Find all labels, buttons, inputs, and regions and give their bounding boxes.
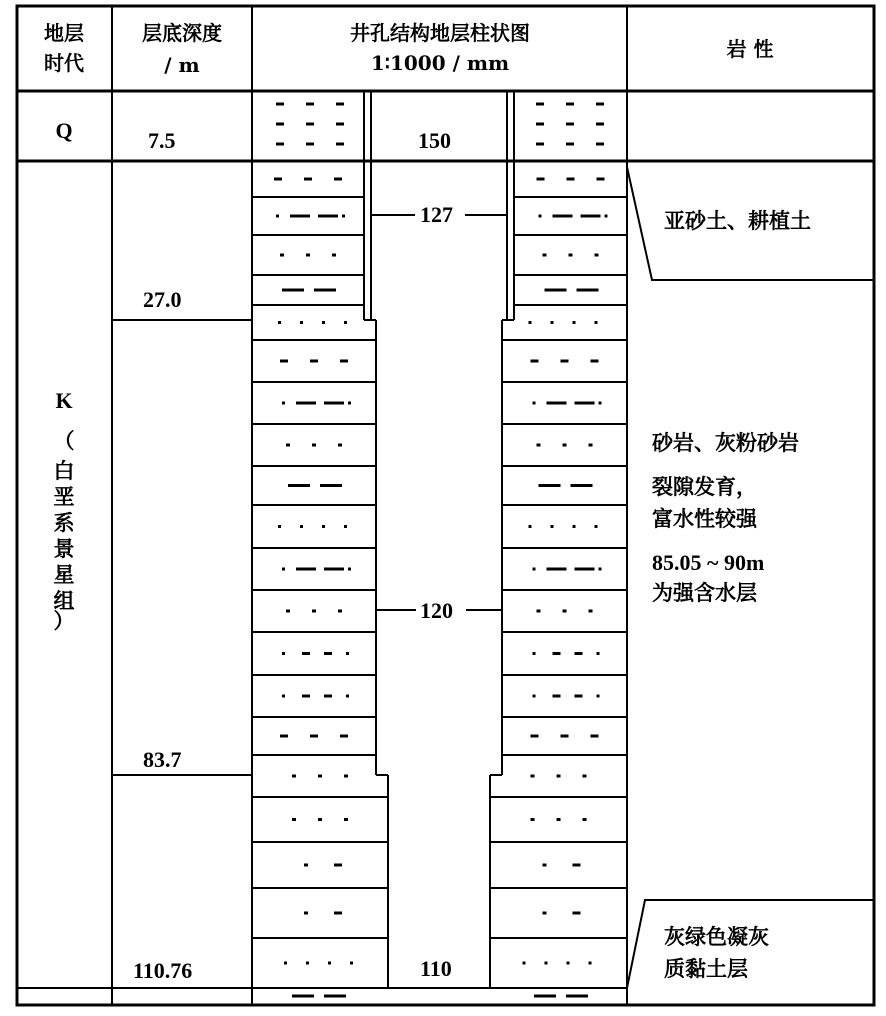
- rock-symbol-mark: [569, 254, 573, 257]
- rock-symbol-mark: [573, 912, 581, 915]
- header-depth-line2: / m: [164, 53, 200, 77]
- rock-symbol-mark: [595, 254, 599, 257]
- era-k-note-char: 系: [53, 510, 75, 535]
- depth-value-27: 27.0: [143, 287, 182, 312]
- rock-symbol-mark: [534, 995, 556, 998]
- era-k-note-char: ）: [53, 608, 75, 633]
- rock-symbol-mark: [322, 321, 325, 324]
- right-strata-strip: [490, 91, 627, 988]
- rock-symbol-mark: [276, 215, 279, 218]
- rock-symbol-mark: [543, 864, 547, 867]
- rock-symbol-mark: [306, 143, 314, 146]
- rock-symbol-mark: [545, 289, 567, 292]
- header-lithology: 岩 性: [726, 37, 774, 61]
- rock-symbol-mark: [567, 962, 570, 965]
- rock-symbol-mark: [597, 652, 600, 655]
- rock-symbol-mark: [306, 962, 309, 965]
- left-strata-strip: [252, 91, 388, 988]
- rock-symbol-mark: [561, 735, 569, 738]
- rock-symbol-mark: [591, 360, 599, 363]
- rock-symbol-mark: [274, 178, 282, 181]
- diameter-150: 150: [418, 128, 451, 153]
- rock-symbol-mark: [338, 610, 342, 613]
- rock-symbol-mark: [276, 103, 284, 106]
- rock-symbol-mark: [563, 444, 567, 447]
- rock-symbol-mark: [553, 215, 573, 218]
- rock-symbol-mark: [551, 321, 554, 324]
- rock-symbol-mark: [314, 289, 336, 292]
- rock-symbol-mark: [553, 652, 561, 655]
- rock-symbol-mark: [304, 864, 308, 867]
- era-k-note-char: 白: [53, 458, 75, 483]
- rock-symbol-mark: [310, 360, 318, 363]
- rock-symbol-mark: [312, 610, 316, 613]
- rock-symbol-mark: [324, 695, 332, 698]
- rock-symbol-mark: [320, 484, 342, 487]
- rock-symbol-mark: [575, 568, 595, 571]
- rock-symbol-mark: [340, 360, 348, 363]
- rock-symbols: [274, 103, 608, 998]
- rock-symbol-mark: [529, 525, 532, 528]
- rock-symbol-mark: [537, 444, 541, 447]
- strip-q-right: [514, 91, 627, 161]
- depth-value-110: 110.76: [133, 958, 193, 983]
- rock-symbol-mark: [278, 525, 281, 528]
- rock-symbol-mark: [286, 444, 290, 447]
- header-column-title: 井孔结构地层柱状图: [350, 21, 530, 45]
- rock-symbol-mark: [573, 525, 576, 528]
- rock-symbol-mark: [567, 178, 575, 181]
- lith-2-line2: 裂隙发育，: [652, 474, 757, 499]
- rock-symbol-mark: [276, 143, 284, 146]
- rock-symbol-mark: [348, 568, 351, 571]
- rock-symbol-mark: [561, 360, 569, 363]
- rock-symbol-mark: [318, 818, 322, 821]
- rock-symbol-mark: [531, 775, 535, 778]
- rock-symbol-mark: [543, 254, 547, 257]
- depth-value-q: 7.5: [148, 128, 176, 153]
- rock-symbol-mark: [318, 215, 338, 218]
- lith-3-line2: 质黏土层: [664, 956, 748, 981]
- rock-symbol-mark: [599, 568, 602, 571]
- era-k-note-char: 组: [53, 588, 75, 613]
- rock-symbol-mark: [547, 568, 567, 571]
- rock-symbol-mark: [340, 735, 348, 738]
- rock-symbol-mark: [581, 215, 601, 218]
- rock-symbol-mark: [596, 143, 604, 146]
- rock-symbol-mark: [537, 178, 545, 181]
- rock-symbol-mark: [296, 402, 316, 405]
- rock-symbol-mark: [539, 215, 542, 218]
- diameter-110: 110: [420, 956, 452, 981]
- rock-symbol-mark: [533, 402, 536, 405]
- rock-symbol-mark: [344, 321, 347, 324]
- rock-symbol-mark: [342, 215, 345, 218]
- rock-symbol-mark: [296, 568, 316, 571]
- rock-symbol-mark: [557, 818, 561, 821]
- rock-symbol-mark: [533, 652, 536, 655]
- rock-symbol-mark: [571, 484, 593, 487]
- rock-symbol-mark: [344, 818, 348, 821]
- rock-symbol-mark: [536, 143, 544, 146]
- era-k-note: [54, 428, 75, 633]
- rock-symbol-mark: [310, 735, 318, 738]
- header-era-line1: 地层: [44, 21, 84, 45]
- rock-symbol-mark: [531, 735, 539, 738]
- era-k-note-char: （: [53, 428, 75, 453]
- diameter-120: 120: [420, 598, 453, 623]
- rock-symbol-mark: [280, 360, 288, 363]
- rock-symbol-mark: [278, 321, 281, 324]
- rock-symbol-mark: [346, 695, 349, 698]
- rock-symbol-mark: [575, 402, 595, 405]
- rock-symbol-mark: [557, 775, 561, 778]
- rock-symbol-mark: [575, 695, 583, 698]
- rock-symbol-mark: [539, 484, 561, 487]
- rock-symbol-mark: [328, 962, 331, 965]
- rock-symbol-mark: [334, 912, 342, 915]
- rock-symbol-mark: [334, 178, 342, 181]
- rock-symbol-mark: [348, 402, 351, 405]
- rock-symbol-mark: [324, 568, 344, 571]
- rock-symbol-mark: [537, 610, 541, 613]
- rock-symbol-mark: [344, 775, 348, 778]
- rock-symbol-mark: [599, 402, 602, 405]
- rock-symbol-mark: [589, 610, 593, 613]
- rock-symbol-mark: [583, 818, 587, 821]
- era-k-note-char: 垩: [53, 484, 75, 509]
- lith-2-line4: 85.05 ~ 90m: [652, 550, 765, 575]
- left-layer-separators: [252, 197, 388, 938]
- rock-symbol-mark: [595, 321, 598, 324]
- rock-symbol-mark: [531, 818, 535, 821]
- rock-symbol-mark: [597, 178, 605, 181]
- rock-symbol-mark: [318, 775, 322, 778]
- rock-symbol-mark: [577, 289, 599, 292]
- lith-3-line1: 灰绿色凝灰: [664, 924, 769, 949]
- rock-symbol-mark: [531, 360, 539, 363]
- rock-symbol-mark: [350, 962, 353, 965]
- rock-symbol-mark: [334, 864, 342, 867]
- rock-symbol-mark: [591, 735, 599, 738]
- rock-symbol-mark: [336, 143, 344, 146]
- diameter-127: 127: [420, 202, 453, 227]
- rock-symbol-mark: [533, 568, 536, 571]
- rock-symbol-mark: [292, 775, 296, 778]
- rock-symbol-mark: [324, 652, 332, 655]
- lith-2-line1: 砂岩、灰粉砂岩: [652, 430, 799, 455]
- rock-symbol-mark: [282, 568, 285, 571]
- rock-symbol-mark: [312, 444, 316, 447]
- rock-symbol-mark: [573, 864, 581, 867]
- rock-symbol-mark: [344, 525, 347, 528]
- rock-symbol-mark: [292, 995, 314, 998]
- header-depth-line1: 层底深度: [142, 21, 222, 45]
- rock-symbol-mark: [302, 695, 310, 698]
- rock-symbol-mark: [282, 695, 285, 698]
- rock-symbol-mark: [292, 818, 296, 821]
- rock-symbol-mark: [290, 215, 310, 218]
- rock-symbol-mark: [286, 610, 290, 613]
- rock-symbol-mark: [543, 912, 547, 915]
- rock-symbol-mark: [284, 962, 287, 965]
- era-q: Q: [55, 118, 73, 143]
- rock-symbol-mark: [324, 402, 344, 405]
- rock-symbol-mark: [583, 775, 587, 778]
- rock-symbol-mark: [566, 143, 574, 146]
- era-k-note-char: 星: [53, 562, 75, 587]
- rock-symbol-mark: [280, 735, 288, 738]
- rock-symbol-mark: [589, 962, 592, 965]
- rock-symbol-mark: [338, 444, 342, 447]
- header-column-scale: 1∶1000 / mm: [370, 51, 510, 75]
- rock-symbol-mark: [300, 321, 303, 324]
- rock-symbol-mark: [324, 995, 346, 998]
- rock-symbol-mark: [523, 962, 526, 965]
- rock-symbol-mark: [302, 652, 310, 655]
- rock-symbol-mark: [533, 695, 536, 698]
- rock-symbol-mark: [336, 103, 344, 106]
- rock-symbol-mark: [280, 254, 284, 257]
- rock-symbol-mark: [332, 254, 336, 257]
- era-k: K: [55, 388, 73, 413]
- era-k-note-char: 景: [53, 536, 75, 561]
- rock-symbol-mark: [306, 254, 310, 257]
- rock-symbol-mark: [536, 123, 544, 126]
- header-era-line2: 时代: [44, 51, 84, 75]
- rock-symbol-mark: [288, 484, 310, 487]
- rock-symbol-mark: [306, 103, 314, 106]
- rock-symbol-mark: [596, 103, 604, 106]
- strip-q-left: [252, 91, 364, 161]
- rock-symbol-mark: [589, 444, 593, 447]
- rock-symbol-mark: [547, 402, 567, 405]
- rock-symbol-mark: [566, 103, 574, 106]
- lith-1: 亚砂土、耕植土: [664, 208, 811, 233]
- rock-symbol-mark: [304, 178, 312, 181]
- rock-symbol-mark: [282, 289, 304, 292]
- lith-2-line5: 为强含水层: [652, 580, 757, 605]
- rock-symbol-mark: [276, 123, 284, 126]
- rock-symbol-mark: [575, 652, 583, 655]
- rock-symbol-mark: [551, 525, 554, 528]
- rock-symbol-mark: [306, 123, 314, 126]
- rock-symbol-mark: [322, 525, 325, 528]
- rock-symbol-mark: [563, 610, 567, 613]
- rock-symbol-mark: [597, 695, 600, 698]
- depth-value-83: 83.7: [143, 747, 182, 772]
- rock-symbol-mark: [605, 215, 608, 218]
- rock-symbol-mark: [573, 321, 576, 324]
- rock-symbol-mark: [566, 123, 574, 126]
- rock-symbol-mark: [282, 652, 285, 655]
- rock-symbol-mark: [596, 123, 604, 126]
- rock-symbol-mark: [553, 695, 561, 698]
- rock-symbol-mark: [545, 962, 548, 965]
- rock-symbol-mark: [346, 652, 349, 655]
- rock-symbol-mark: [536, 103, 544, 106]
- lith-2-line3: 富水性较强: [652, 506, 757, 531]
- rock-symbol-mark: [566, 995, 588, 998]
- rock-symbol-mark: [300, 525, 303, 528]
- rock-symbol-mark: [304, 912, 308, 915]
- rock-symbol-mark: [336, 123, 344, 126]
- rock-symbol-mark: [529, 321, 532, 324]
- rock-symbol-mark: [282, 402, 285, 405]
- rock-symbol-mark: [595, 525, 598, 528]
